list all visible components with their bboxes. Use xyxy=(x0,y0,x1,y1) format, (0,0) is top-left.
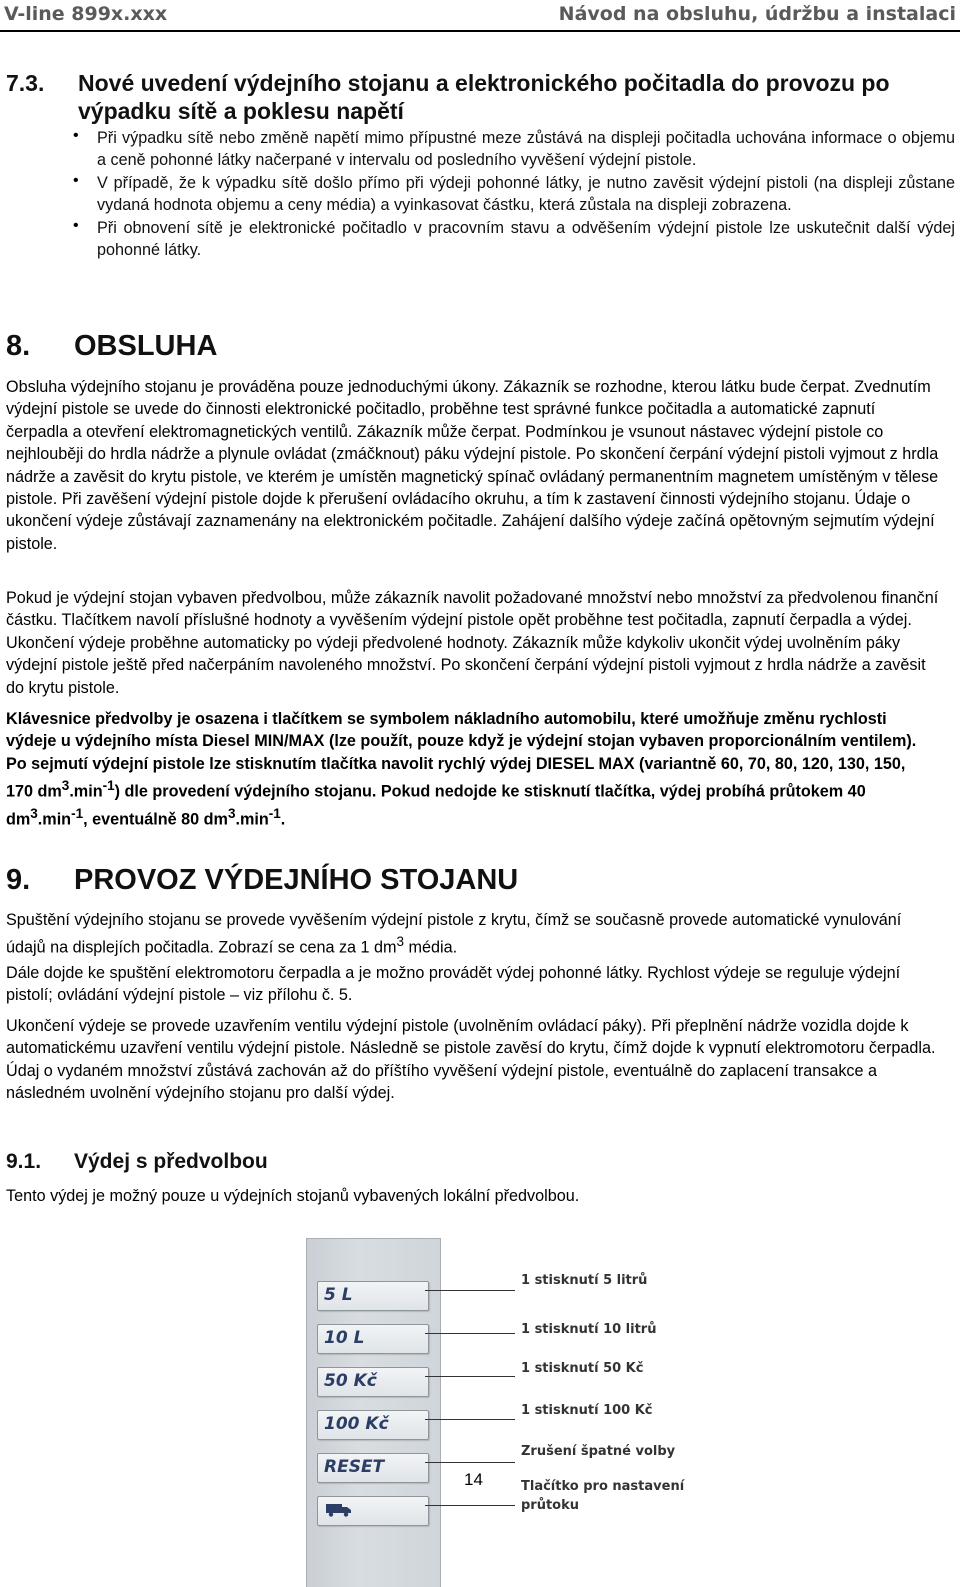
p3-text-c: ) dle provedení výdejního stojanu. Pokud nedojde ke stisknutí tlačítka, výdej probíhá průtokem 40 dm xyxy=(6,782,866,829)
s9-p1-text-a: Spuštění výdejního stojanu se provede vyvěšením výdejní pistole z krytu, čímž se současně provede automatické vynulování údajů na displejích počitadla. Zobrazí se cena za 1 dm xyxy=(6,911,902,957)
bullet-item xyxy=(73,127,955,172)
section-9-1-number: 9.1. xyxy=(6,1150,42,1173)
key-label: 5 L xyxy=(324,1285,353,1305)
p3-sup: 3 xyxy=(30,806,38,822)
key-50kc xyxy=(317,1367,429,1397)
preset-keypad xyxy=(306,1238,441,1587)
bullet-item xyxy=(73,216,955,262)
annotation-flow-line2: průtoku xyxy=(521,1498,580,1513)
section-8-title: OBSLUHA xyxy=(74,330,218,362)
annotation-10l: 1 stisknutí 10 litrů xyxy=(521,1322,657,1337)
key-10l xyxy=(317,1324,429,1354)
section-8-paragraph-2: Pokud je výdejní stojan vybaven předvolbou, může zákazník navolit požadované množství nebo množství za předvolenou finanční částku. Tlačítkem navolí příslušné hodnoty a vyvěšením výdejní pistole opět proběhne test počitadla, zapnutí čerpadla a výdej. Ukončení výdeje proběhne automaticky po výdeji předvolené hodnoty. Zákazník může kdykoliv ukončit výdej uvolněním páky výdejní pistole ještě před načerpáním navoleného množství. Po skončení čerpání výdejní pistoli vyjmout z hrdla nádrže a zavěsit do krytu pistole. xyxy=(6,589,939,697)
section-8-paragraph-1: Obsluha výdejního stojanu je prováděna pouze jednoduchými úkony. Zákazník se rozhodne, kterou látku bude čerpat. Zvednutím výdejní pistole se uvede do činnosti elektronické počitadlo, proběhne test správné funkce počitadla a automatické zapnutí čerpadla a otevření elektromagnetických ventilů. Zákazník může čerpat. Podmínkou je vsunout nástavec výdejní pistole co nejhlouběji do hrdla nádrže a plynule ovládat (zmáčknout) páku výdejní pistole. Po skončení čerpání výdejní pistoli vyjmout z hrdla nádrže a zavěsit do krytu pistole, ve kterém je umístěn magnetický spínač ovládaný permanentním magnetem umístěným v tělese pistole. Při zavěšení výdejní pistole dojde k přerušení ovládacího okruhu, a tím k zastavení činnosti výdejního stojanu. Údaje o ukončení výdeje zůstávají zaznamenány na elektronickém počitadle. Zahájení dalšího výdeje začíná opětovným sejmutím výdejní pistole. xyxy=(6,378,939,553)
section-8-number: 8. xyxy=(6,330,31,362)
annotation-line xyxy=(425,1505,515,1506)
annotation-flow-line1: Tlačítko pro nastavení xyxy=(521,1479,685,1494)
bullet-dot-icon: • xyxy=(73,171,79,189)
key-label: 100 Kč xyxy=(324,1414,389,1434)
p3-text-f: .min xyxy=(235,810,269,829)
section-7-3-title-line2: výpadku sítě a poklesu napětí xyxy=(78,98,404,124)
header-product: V-line 899x.xxx xyxy=(4,3,168,25)
s9-p1-text-b: média. xyxy=(404,938,458,957)
truck-icon xyxy=(326,1503,352,1517)
p3-text-e: , eventuálně 80 dm xyxy=(83,810,228,829)
bullet-text: V případě, že k výpadku sítě došlo přímo při výdeji pohonné látky, je nutno zavěsit výdejní pistoli (na displeji zůstane vydaná hodnota objemu a ceny média) a vyinkasovat částku, která zůstala na displeji zobrazena. xyxy=(97,173,955,215)
bullet-text: Při výpadku sítě nebo změně napětí mimo přípustné meze zůstává na displeji počitadla uchována informace o objemu a ceně pohonné látky načerpané v intervalu od posledního vyvěšení výdejní pistole. xyxy=(97,129,955,170)
page-number: 14 xyxy=(464,1470,483,1489)
section-9-1-paragraph-1: Tento výdej je možný pouze u výdejních stojanů vybavených lokální předvolbou. xyxy=(6,1187,580,1205)
bullet-dot-icon: • xyxy=(73,216,79,234)
bullet-text: Při obnovení sítě je elektronické počitadlo v pracovním stavu a odvěšením výdejní pistole lze uskutečnit další výdej pohonné látky. xyxy=(97,218,955,260)
annotation-reset: Zrušení špatné volby xyxy=(521,1444,676,1459)
key-flow-truck xyxy=(317,1496,429,1526)
p3-sup: -1 xyxy=(102,778,115,794)
p3-text-g: . xyxy=(280,810,286,829)
annotation-100kc: 1 stisknutí 100 Kč xyxy=(521,1403,653,1418)
section-8-paragraph-3 xyxy=(6,708,936,831)
annotation-line xyxy=(425,1290,515,1291)
section-9-paragraph-1 xyxy=(6,909,940,959)
key-label: RESET xyxy=(324,1457,385,1477)
bullet-dot-icon: • xyxy=(73,127,79,144)
p3-text-b: .min xyxy=(69,782,103,801)
section-9-title: PROVOZ VÝDEJNÍHO STOJANU xyxy=(74,864,519,896)
key-5l xyxy=(317,1281,429,1311)
section-9-1-title: Výdej s předvolbou xyxy=(74,1150,268,1173)
key-label: 50 Kč xyxy=(324,1371,377,1391)
s9-p1-sup: 3 xyxy=(396,934,405,950)
annotation-line xyxy=(425,1462,515,1463)
annotation-5l: 1 stisknutí 5 litrů xyxy=(521,1273,648,1288)
annotation-line xyxy=(425,1376,515,1377)
p3-text-a: Klávesnice předvolby je osazena i tlačítkem se symbolem nákladního automobilu, které umožňuje změnu rychlosti výdeje u výdejního místa Diesel MIN/MAX (lze použít, pouze když je výdejní stojan vybaven proporcionálním ventilem). Po sejmutí výdejní pistole lze stisknutím tlačítka navolit rychlý výdej DIESEL MAX (variantně 60, 70, 80, 120, 130, 150, 170 dm xyxy=(6,710,917,801)
annotation-line xyxy=(425,1419,515,1420)
section-7-3-title-line1: Nové uvedení výdejního stojanu a elektronického počitadla do provozu po xyxy=(78,70,890,96)
key-label: 10 L xyxy=(324,1328,365,1348)
key-reset xyxy=(317,1453,429,1483)
section-9-paragraph-2: Dále dojde ke spuštění elektromotoru čerpadla a je možno provádět výdej pohonné látky. Rychlost výdeje se reguluje výdejní pistolí; ovládání výdejní pistole – viz přílohu č. 5. xyxy=(6,964,901,1005)
p3-sup: 3 xyxy=(227,806,236,822)
p3-text-d: .min xyxy=(37,810,72,829)
page-header xyxy=(0,0,960,32)
annotation-50kc: 1 stisknutí 50 Kč xyxy=(521,1361,644,1376)
p3-sup: 3 xyxy=(61,778,70,794)
header-manual-title: Návod na obsluhu, údržbu a instalaci xyxy=(558,3,956,25)
bullet-item xyxy=(73,171,955,217)
p3-sup: -1 xyxy=(71,806,84,822)
section-7-3-number: 7.3. xyxy=(6,70,45,96)
section-7-3-bullets xyxy=(73,127,955,261)
section-9-number: 9. xyxy=(6,864,31,896)
annotation-line xyxy=(425,1333,515,1334)
key-100kc xyxy=(317,1410,429,1440)
section-9-paragraph-3: Ukončení výdeje se provede uzavřením ventilu výdejní pistole (uvolněním ovládací páky). Při přeplnění nádrže vozidla dojde k automatickému uzavření ventilu výdejní pistole. Následně se pistole zavěsí do krytu, čímž dojde k vypnutí elektromotoru čerpadla. Údaj o vydaném množství zůstává zachován až do příštího vyvěšení výdejní pistole, eventuálně do zaplacení transakce a následném uvolnění výdejního stojanu pro další výdej. xyxy=(6,1017,936,1103)
p3-sup: -1 xyxy=(268,806,281,822)
